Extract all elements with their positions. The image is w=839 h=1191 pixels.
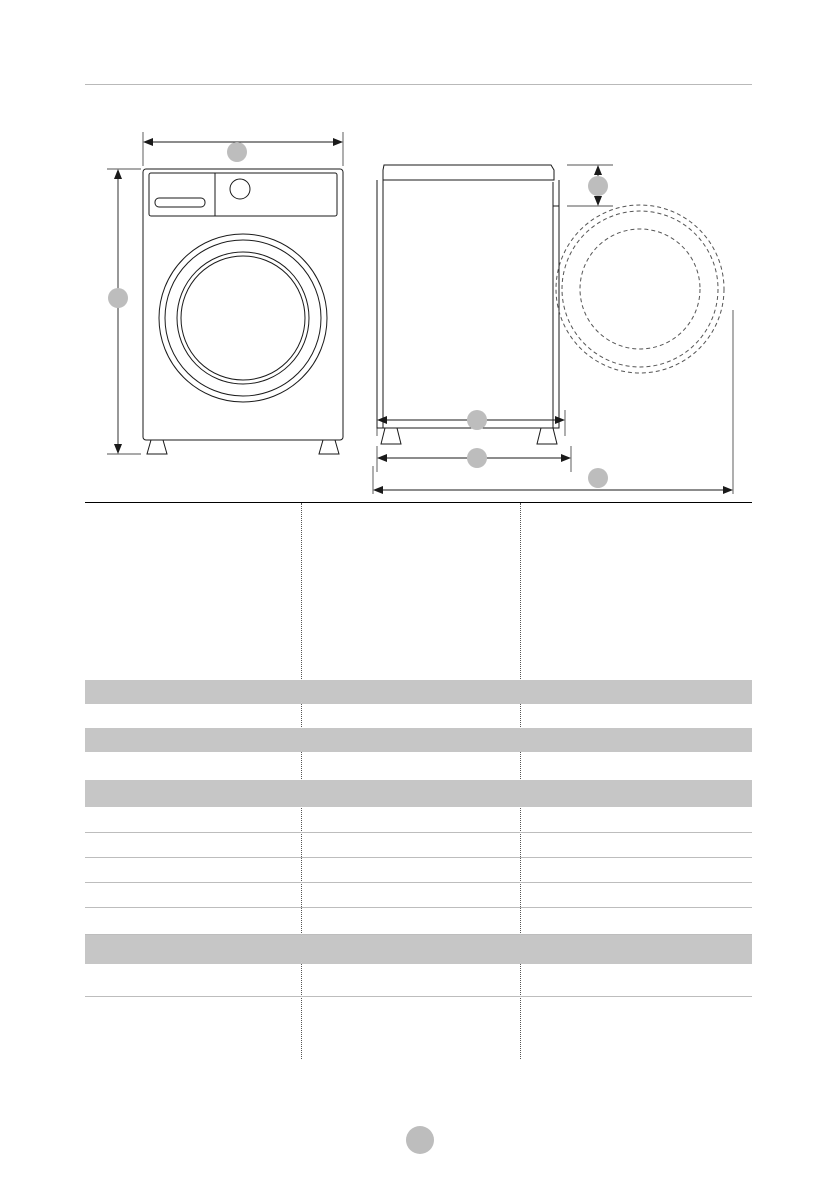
header-divider bbox=[85, 84, 752, 85]
table-cell bbox=[85, 560, 301, 589]
table-row bbox=[85, 502, 752, 531]
callout-badge-3 bbox=[588, 176, 608, 196]
table-cell bbox=[85, 589, 301, 618]
table-cell bbox=[301, 502, 517, 531]
page-number-badge bbox=[406, 1126, 434, 1154]
callout-badge-1 bbox=[227, 142, 247, 162]
table-cell bbox=[85, 752, 301, 780]
table-cell bbox=[301, 752, 517, 780]
table-cell bbox=[85, 780, 301, 807]
dimension-figure bbox=[85, 110, 752, 502]
table-cell bbox=[301, 647, 517, 680]
table-cell bbox=[517, 857, 752, 882]
table-cell bbox=[517, 680, 752, 704]
table-cell bbox=[301, 934, 517, 964]
table-row bbox=[85, 728, 752, 752]
table-cell bbox=[517, 832, 752, 857]
specification-table bbox=[85, 502, 752, 997]
table-cell bbox=[301, 704, 517, 728]
table-cell bbox=[85, 704, 301, 728]
table-cell bbox=[85, 857, 301, 882]
table-row bbox=[85, 907, 752, 934]
table-cell bbox=[301, 907, 517, 934]
table-cell bbox=[85, 531, 301, 560]
table-row bbox=[85, 832, 752, 857]
table-cell bbox=[301, 531, 517, 560]
table-cell bbox=[517, 647, 752, 680]
table-cell bbox=[85, 964, 301, 996]
table-row bbox=[85, 934, 752, 964]
callout-badge-5 bbox=[467, 448, 487, 468]
table-row bbox=[85, 882, 752, 907]
table-cell bbox=[85, 728, 301, 752]
table-row bbox=[85, 589, 752, 618]
table-row bbox=[85, 704, 752, 728]
table-cell bbox=[517, 907, 752, 934]
table-cell bbox=[517, 882, 752, 907]
table-row bbox=[85, 964, 752, 996]
washing-machine-drawing bbox=[85, 110, 752, 502]
table-cell bbox=[517, 589, 752, 618]
table-cell bbox=[517, 502, 752, 531]
table-cell bbox=[85, 907, 301, 934]
table-cell bbox=[301, 589, 517, 618]
table-cell bbox=[517, 560, 752, 589]
table-row bbox=[85, 780, 752, 807]
table-cell bbox=[301, 680, 517, 704]
table-row bbox=[85, 857, 752, 882]
table-row bbox=[85, 618, 752, 647]
table-cell bbox=[301, 618, 517, 647]
table-cell bbox=[517, 704, 752, 728]
table-cell bbox=[301, 807, 517, 832]
table-row bbox=[85, 531, 752, 560]
callout-badge-6 bbox=[588, 468, 608, 488]
table-cell bbox=[301, 857, 517, 882]
table-row bbox=[85, 560, 752, 589]
table-cell bbox=[301, 728, 517, 752]
table-cell bbox=[517, 934, 752, 964]
table-cell bbox=[517, 531, 752, 560]
table-cell bbox=[301, 780, 517, 807]
table-cell bbox=[85, 618, 301, 647]
table-cell bbox=[517, 752, 752, 780]
callout-badge-2 bbox=[108, 288, 128, 308]
table-cell bbox=[85, 502, 301, 531]
table-row bbox=[85, 647, 752, 680]
table-cell bbox=[517, 964, 752, 996]
table-row bbox=[85, 807, 752, 832]
table-cell bbox=[85, 647, 301, 680]
table-cell bbox=[517, 618, 752, 647]
table-cell bbox=[301, 560, 517, 589]
table-cell bbox=[85, 680, 301, 704]
callout-badge-4 bbox=[467, 410, 487, 430]
table-cell bbox=[301, 832, 517, 857]
table-cell bbox=[85, 882, 301, 907]
table-cell bbox=[85, 934, 301, 964]
table-cell bbox=[85, 807, 301, 832]
table-cell bbox=[301, 964, 517, 996]
table-cell bbox=[301, 882, 517, 907]
table-cell bbox=[517, 780, 752, 807]
table-cell bbox=[517, 807, 752, 832]
table-row bbox=[85, 680, 752, 704]
table-cell bbox=[85, 832, 301, 857]
table-row bbox=[85, 752, 752, 780]
table-cell bbox=[517, 728, 752, 752]
